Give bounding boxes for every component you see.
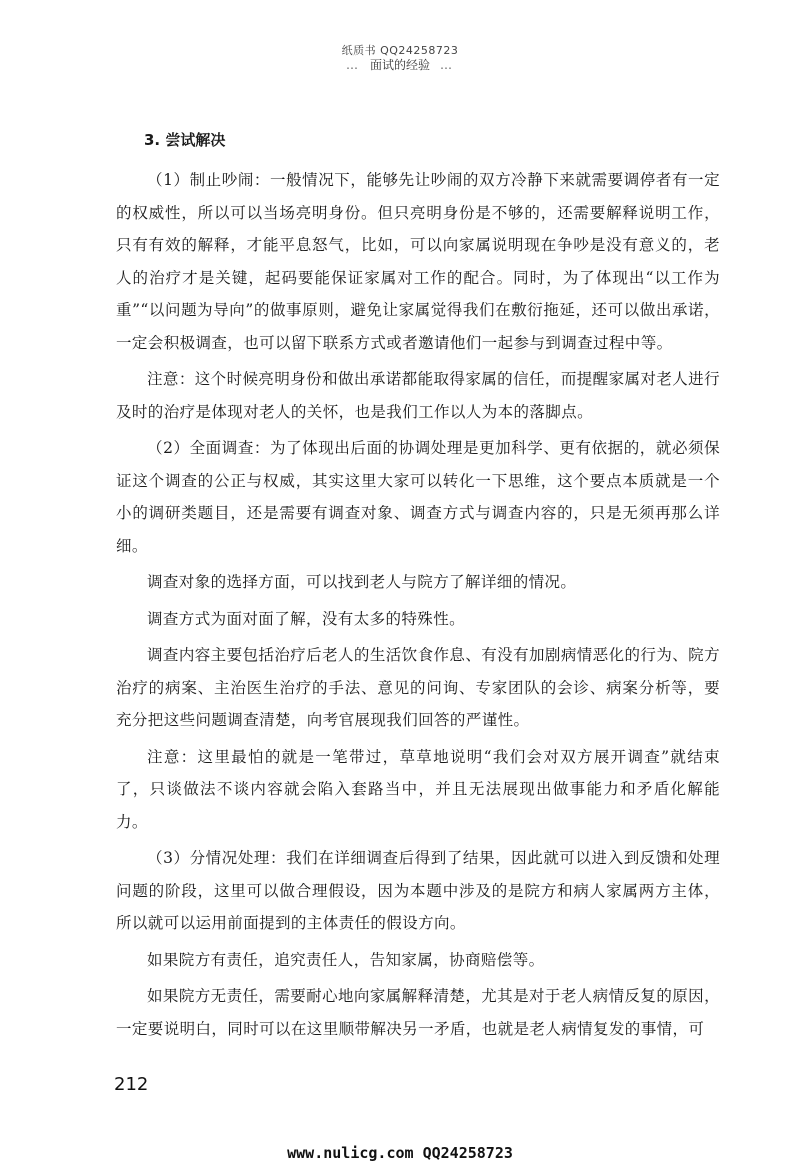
running-header <box>0 56 800 73</box>
paragraph: 如果院方有责任，追究责任人，告知家属，协商赔偿等。 <box>147 950 545 969</box>
page-body <box>116 128 720 1049</box>
paragraph: 注意：这个时候亮明身份和做出承诺都能取得家属的信任，而提醒家属对老人进行及时的治疗是体现对老人的关怀，也是我们工作以人为本的落脚点。 <box>116 370 720 421</box>
paragraph: 调查对象的选择方面，可以找到老人与院方了解详细的情况。 <box>147 573 577 591</box>
header-dots-left: … <box>345 58 360 72</box>
section-heading: 3. 尝试解决 <box>144 131 226 149</box>
paragraph: 调查方式为面对面了解，没有太多的特殊性。 <box>147 609 466 628</box>
top-watermark: 纸质书 QQ24258723 <box>341 44 459 57</box>
paragraph: 调查内容主要包括治疗后老人的生活饮食作息、有没有加剧病情恶化的行为、院方治疗的病案、主治医生治疗的手法、意见的问询、专家团队的会诊、病案分析等，要充分把这些问题调查清楚，向考官展现我们回答的严谨性。 <box>116 646 720 729</box>
paragraph: 注意：这里最怕的就是一笔带过，草草地说明“我们会对双方展开调查”就结束了，只谈做法不谈内容就会陷入套路当中，并且无法展现出做事能力和矛盾化解能力。 <box>116 747 720 831</box>
paragraph: （3）分情况处理：我们在详细调查后得到了结果，因此就可以进入到反馈和处理问题的阶段，这里可以做合理假设，因为本题中涉及的是院方和病人家属两方主体，所以就可以运用前面提到的主体责任的假设方向。 <box>116 849 720 932</box>
page-number: 212 <box>114 1074 149 1095</box>
bottom-watermark: www.nulicg.com QQ24258723 <box>287 1144 513 1162</box>
paragraph: （1）制止吵闹：一般情况下，能够先让吵闹的双方冷静下来就需要调停者有一定的权威性，所以可以当场亮明身份。但只亮明身份是不够的，还需要解释说明工作，只有有效的解释，才能平息怒气，比如，可以向家属说明现在争吵是没有意义的，老人的治疗才是关键，起码要能保证家属对工作的配合。同时，为了体现出“以工作为重”“以问题为导向”的做事原则，避免让家属觉得我们在敷衍拖延，还可以做出承诺，一定会积极调查，也可以留下联系方式或者邀请他们一起参与到调查过程中等。 <box>116 171 720 352</box>
paragraph: （2）全面调查：为了体现出后面的协调处理是更加科学、更有依据的，就必须保证这个调查的公正与权威，其实这里大家可以转化一下思维，这个要点本质就是一个小的调研类题目，还是需要有调查对象、调查方式与调查内容的，只是无须再那么详细。 <box>116 439 720 555</box>
paragraph: 如果院方无责任，需要耐心地向家属解释清楚，尤其是对于老人病情反复的原因，一定要说明白，同时可以在这里顺带解决另一矛盾，也就是老人病情复发的事情，可 <box>116 987 720 1038</box>
header-dots-right: … <box>440 58 454 72</box>
running-title: 面试的经验 <box>369 58 430 72</box>
